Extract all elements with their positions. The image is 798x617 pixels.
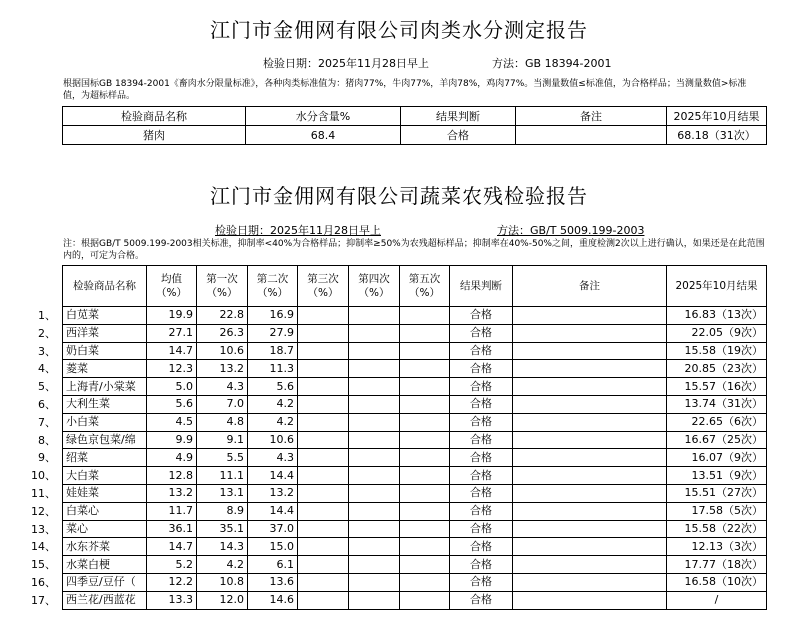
table-row xyxy=(63,449,767,467)
veg-avg-cell: 14.7 xyxy=(147,538,197,556)
meat-col-remark: 备注 xyxy=(516,107,667,126)
veg-test2-cell: 4.2 xyxy=(248,395,298,413)
veg-test3-cell xyxy=(298,431,349,449)
veg-result-cell: 合格 xyxy=(450,324,513,342)
veg-remark-cell xyxy=(513,467,667,485)
table-row xyxy=(63,538,767,556)
veg-name-cell: 大白菜 xyxy=(63,467,147,485)
veg-prev-cell: 17.58（5次） xyxy=(667,502,767,520)
veg-test3-cell xyxy=(298,591,349,609)
veg-name-cell: 娃娃菜 xyxy=(63,484,147,502)
veg-test5-cell xyxy=(400,307,450,325)
veg-test3-cell xyxy=(298,467,349,485)
veg-name-cell: 水东芥菜 xyxy=(63,538,147,556)
veg-remark-cell xyxy=(513,520,667,538)
row-index: 12、 xyxy=(31,504,56,518)
veg-col-remark: 备注 xyxy=(513,266,667,307)
meat-result-table xyxy=(62,106,767,145)
veg-remark-cell xyxy=(513,538,667,556)
veg-test1-cell: 4.8 xyxy=(197,413,248,431)
veg-result-cell: 合格 xyxy=(450,360,513,378)
veg-test2-cell: 4.2 xyxy=(248,413,298,431)
veg-test4-cell xyxy=(349,520,400,538)
meat-remark-cell xyxy=(516,126,667,145)
table-row xyxy=(63,431,767,449)
veg-avg-cell: 4.5 xyxy=(147,413,197,431)
veg-test3-cell xyxy=(298,413,349,431)
veg-name-cell: 大利生菜 xyxy=(63,395,147,413)
veg-test5-cell xyxy=(400,431,450,449)
veg-remark-cell xyxy=(513,413,667,431)
veg-test3-cell xyxy=(298,360,349,378)
veg-prev-cell: 16.58（10次） xyxy=(667,573,767,591)
veg-result-cell: 合格 xyxy=(450,573,513,591)
veg-test4-cell xyxy=(349,342,400,360)
veg-result-cell: 合格 xyxy=(450,431,513,449)
veg-test3-cell xyxy=(298,395,349,413)
meat-col-moisture: 水分含量% xyxy=(246,107,401,126)
veg-name-cell: 水菜白梗 xyxy=(63,556,147,574)
meat-table-header xyxy=(63,107,767,126)
veg-prev-cell: 22.05（9次） xyxy=(667,324,767,342)
veg-col-prev: 2025年10月结果 xyxy=(667,266,767,307)
meat-standard-note: 根据国标GB 18394-2001《畜肉水分限量标准》，各种肉类标准值为：猪肉77%，牛肉77%，羊肉78%，鸡肉77%。当测量数值≤标准值，为合格样品；当测量数值>标准值，为超标样品。 xyxy=(63,79,747,101)
row-index: 15、 xyxy=(31,558,56,572)
veg-test2-cell: 14.4 xyxy=(248,502,298,520)
veg-test3-cell xyxy=(298,307,349,325)
row-index: 6、 xyxy=(38,398,56,411)
veg-prev-cell: / xyxy=(667,591,767,609)
veg-test4-cell xyxy=(349,502,400,520)
veg-name-cell: 菱菜 xyxy=(63,360,147,378)
meat-col-result: 结果判断 xyxy=(401,107,516,126)
veg-remark-cell xyxy=(513,591,667,609)
veg-test2-cell: 14.6 xyxy=(248,591,298,609)
veg-prev-cell: 15.58（22次） xyxy=(667,520,767,538)
veg-test3-cell xyxy=(298,520,349,538)
meat-prev-cell: 68.18（31次） xyxy=(667,126,767,145)
veg-test4-cell xyxy=(349,573,400,591)
table-row xyxy=(63,324,767,342)
veg-remark-cell xyxy=(513,307,667,325)
table-row xyxy=(63,413,767,431)
meat-result-cell: 合格 xyxy=(401,126,516,145)
veg-test3-cell xyxy=(298,573,349,591)
veg-result-cell: 合格 xyxy=(450,484,513,502)
veg-result-cell: 合格 xyxy=(450,591,513,609)
veg-test1-cell: 5.5 xyxy=(197,449,248,467)
table-row xyxy=(63,556,767,574)
veg-test4-cell xyxy=(349,467,400,485)
veg-test4-cell xyxy=(349,591,400,609)
veg-test1-cell: 13.1 xyxy=(197,484,248,502)
row-index: 8、 xyxy=(38,433,56,447)
row-index: 13、 xyxy=(31,522,56,536)
veg-date-label: 检验日期： xyxy=(215,224,270,237)
veg-result-cell: 合格 xyxy=(450,378,513,396)
veg-prev-cell: 15.58（19次） xyxy=(667,342,767,360)
table-row xyxy=(63,342,767,360)
veg-test3-cell xyxy=(298,538,349,556)
table-row xyxy=(63,520,767,538)
veg-test1-cell: 12.0 xyxy=(197,591,248,609)
veg-result-cell: 合格 xyxy=(450,502,513,520)
meat-report-title: 江门市金佣网有限公司肉类水分测定报告 xyxy=(210,18,588,42)
veg-test2-cell: 10.6 xyxy=(248,431,298,449)
table-row xyxy=(63,126,767,145)
row-index: 1、 xyxy=(38,309,56,322)
veg-name-cell: 菜心 xyxy=(63,520,147,538)
veg-col-test5: 第五次（%） xyxy=(400,266,450,307)
row-index: 14、 xyxy=(31,540,56,554)
veg-test3-cell xyxy=(298,449,349,467)
veg-name-cell: 小白菜 xyxy=(63,413,147,431)
veg-test4-cell xyxy=(349,378,400,396)
veg-prev-cell: 12.13（3次） xyxy=(667,538,767,556)
veg-test5-cell xyxy=(400,484,450,502)
veg-prev-cell: 15.57（16次） xyxy=(667,378,767,396)
veg-test2-cell: 13.6 xyxy=(248,573,298,591)
veg-remark-cell xyxy=(513,449,667,467)
veg-test2-cell: 16.9 xyxy=(248,307,298,325)
veg-name-cell: 绿色京包菜/绵 xyxy=(63,431,147,449)
meat-method-value: GB 18394-2001 xyxy=(525,57,612,70)
veg-avg-cell: 12.8 xyxy=(147,467,197,485)
veg-result-cell: 合格 xyxy=(450,307,513,325)
veg-avg-cell: 12.2 xyxy=(147,573,197,591)
veg-col-avg: 均值（%） xyxy=(147,266,197,307)
veg-method-value: GB/T 5009.199-2003 xyxy=(530,224,645,237)
veg-name-cell: 绍菜 xyxy=(63,449,147,467)
meat-date-value: 2025年11月28日早上 xyxy=(318,57,429,70)
veg-test2-cell: 5.6 xyxy=(248,378,298,396)
veg-method-label: 方法： xyxy=(497,224,530,237)
veg-result-cell: 合格 xyxy=(450,520,513,538)
veg-test1-cell: 22.8 xyxy=(197,307,248,325)
veg-remark-cell xyxy=(513,556,667,574)
veg-remark-cell xyxy=(513,324,667,342)
row-index: 3、 xyxy=(38,344,56,358)
veg-prev-cell: 16.83（13次） xyxy=(667,307,767,325)
veg-avg-cell: 5.6 xyxy=(147,395,197,413)
veg-avg-cell: 5.0 xyxy=(147,378,197,396)
veg-result-cell: 合格 xyxy=(450,413,513,431)
veg-test3-cell xyxy=(298,324,349,342)
veg-test2-cell: 11.3 xyxy=(248,360,298,378)
table-row xyxy=(63,307,767,325)
veg-avg-cell: 13.2 xyxy=(147,484,197,502)
meat-name-cell: 猪肉 xyxy=(63,126,246,145)
veg-col-test1: 第一次（%） xyxy=(197,266,248,307)
veg-table-header xyxy=(63,266,767,307)
veg-prev-cell: 20.85（23次） xyxy=(667,360,767,378)
veg-test1-cell: 11.1 xyxy=(197,467,248,485)
row-index: 10、 xyxy=(31,469,56,483)
veg-test5-cell xyxy=(400,413,450,431)
veg-test1-cell: 26.3 xyxy=(197,324,248,342)
veg-test1-cell: 10.6 xyxy=(197,342,248,360)
meat-method-label: 方法： xyxy=(492,57,525,70)
veg-remark-cell xyxy=(513,395,667,413)
meat-col-name: 检验商品名称 xyxy=(63,107,246,126)
veg-test5-cell xyxy=(400,378,450,396)
table-row xyxy=(63,360,767,378)
row-index: 2、 xyxy=(38,326,56,340)
row-index: 4、 xyxy=(38,362,56,376)
veg-test3-cell xyxy=(298,378,349,396)
veg-test1-cell: 14.3 xyxy=(197,538,248,556)
veg-name-cell: 四季豆/豆仔（ xyxy=(63,573,147,591)
veg-result-cell: 合格 xyxy=(450,556,513,574)
veg-test4-cell xyxy=(349,395,400,413)
veg-test1-cell: 10.8 xyxy=(197,573,248,591)
table-row xyxy=(63,573,767,591)
veg-test5-cell xyxy=(400,324,450,342)
veg-avg-cell: 19.9 xyxy=(147,307,197,325)
veg-remark-cell xyxy=(513,360,667,378)
veg-test2-cell: 15.0 xyxy=(248,538,298,556)
veg-test3-cell xyxy=(298,342,349,360)
row-index: 17、 xyxy=(31,593,56,607)
meat-moisture-cell: 68.4 xyxy=(246,126,401,145)
veg-result-cell: 合格 xyxy=(450,449,513,467)
veg-prev-cell: 16.67（25次） xyxy=(667,431,767,449)
veg-test5-cell xyxy=(400,360,450,378)
veg-result-cell: 合格 xyxy=(450,467,513,485)
veg-result-cell: 合格 xyxy=(450,342,513,360)
veg-result-table xyxy=(62,265,767,610)
veg-name-cell: 白苋菜 xyxy=(63,307,147,325)
veg-test2-cell: 6.1 xyxy=(248,556,298,574)
row-index: 7、 xyxy=(38,415,56,429)
table-row xyxy=(63,378,767,396)
table-row xyxy=(63,502,767,520)
veg-test4-cell xyxy=(349,449,400,467)
table-row xyxy=(63,467,767,485)
veg-standard-note: 注：根据GB/T 5009.199-2003相关标准，抑制率<40%为合格样品；抑制率≥50%为农残超标样品；抑制率在40%-50%之间，重度检测2次以上进行确认，如果还是在此范围内的，可定为合格。 xyxy=(63,239,765,261)
veg-test1-cell: 4.3 xyxy=(197,378,248,396)
row-index: 5、 xyxy=(38,380,56,394)
veg-prev-cell: 17.77（18次） xyxy=(667,556,767,574)
veg-test1-cell: 13.2 xyxy=(197,360,248,378)
veg-test2-cell: 14.4 xyxy=(248,467,298,485)
veg-test5-cell xyxy=(400,342,450,360)
veg-test1-cell: 35.1 xyxy=(197,520,248,538)
meat-date-label: 检验日期： xyxy=(263,57,318,70)
veg-avg-cell: 13.3 xyxy=(147,591,197,609)
veg-test2-cell: 37.0 xyxy=(248,520,298,538)
veg-test4-cell xyxy=(349,307,400,325)
veg-avg-cell: 5.2 xyxy=(147,556,197,574)
veg-col-test2: 第二次（%） xyxy=(248,266,298,307)
veg-remark-cell xyxy=(513,484,667,502)
meat-test-method xyxy=(492,55,612,71)
veg-test1-cell: 9.1 xyxy=(197,431,248,449)
veg-prev-cell: 15.51（27次） xyxy=(667,484,767,502)
veg-avg-cell: 12.3 xyxy=(147,360,197,378)
veg-test-date xyxy=(215,222,445,238)
veg-test1-cell: 7.0 xyxy=(197,395,248,413)
veg-test1-cell: 4.2 xyxy=(197,556,248,574)
table-row xyxy=(63,395,767,413)
veg-test4-cell xyxy=(349,538,400,556)
veg-test-method xyxy=(497,222,644,238)
veg-test5-cell xyxy=(400,395,450,413)
veg-remark-cell xyxy=(513,502,667,520)
veg-col-name: 检验商品名称 xyxy=(63,266,147,307)
veg-test4-cell xyxy=(349,484,400,502)
veg-test5-cell xyxy=(400,449,450,467)
veg-test1-cell: 8.9 xyxy=(197,502,248,520)
veg-test5-cell xyxy=(400,520,450,538)
veg-col-test3: 第三次（%） xyxy=(298,266,349,307)
veg-avg-cell: 4.9 xyxy=(147,449,197,467)
veg-test3-cell xyxy=(298,502,349,520)
veg-test3-cell xyxy=(298,484,349,502)
veg-test3-cell xyxy=(298,556,349,574)
veg-prev-cell: 16.07（9次） xyxy=(667,449,767,467)
veg-name-cell: 上海青/小棠菜 xyxy=(63,378,147,396)
veg-test2-cell: 4.3 xyxy=(248,449,298,467)
veg-avg-cell: 14.7 xyxy=(147,342,197,360)
veg-report-title: 江门市金佣网有限公司蔬菜农残检验报告 xyxy=(210,184,588,208)
veg-test2-cell: 18.7 xyxy=(248,342,298,360)
veg-test4-cell xyxy=(349,556,400,574)
veg-name-cell: 白菜心 xyxy=(63,502,147,520)
veg-test5-cell xyxy=(400,591,450,609)
veg-name-cell: 西兰花/西蓝花 xyxy=(63,591,147,609)
veg-test4-cell xyxy=(349,360,400,378)
meat-test-date xyxy=(263,55,429,71)
veg-col-test4: 第四次（%） xyxy=(349,266,400,307)
veg-test2-cell: 13.2 xyxy=(248,484,298,502)
veg-name-cell: 奶白菜 xyxy=(63,342,147,360)
row-index: 16、 xyxy=(31,576,56,589)
veg-remark-cell xyxy=(513,573,667,591)
veg-result-cell: 合格 xyxy=(450,395,513,413)
veg-remark-cell xyxy=(513,378,667,396)
veg-test4-cell xyxy=(349,413,400,431)
table-row xyxy=(63,591,767,609)
veg-result-cell: 合格 xyxy=(450,538,513,556)
veg-test5-cell xyxy=(400,556,450,574)
veg-test2-cell: 27.9 xyxy=(248,324,298,342)
veg-avg-cell: 11.7 xyxy=(147,502,197,520)
veg-remark-cell xyxy=(513,342,667,360)
veg-test4-cell xyxy=(349,324,400,342)
veg-prev-cell: 22.65（6次） xyxy=(667,413,767,431)
veg-remark-cell xyxy=(513,431,667,449)
veg-test5-cell xyxy=(400,538,450,556)
veg-test5-cell xyxy=(400,573,450,591)
veg-col-result: 结果判断 xyxy=(450,266,513,307)
veg-prev-cell: 13.74（31次） xyxy=(667,395,767,413)
veg-avg-cell: 9.9 xyxy=(147,431,197,449)
row-index: 11、 xyxy=(31,487,56,500)
row-index: 9、 xyxy=(38,451,56,465)
veg-prev-cell: 13.51（9次） xyxy=(667,467,767,485)
meat-col-prev: 2025年10月结果 xyxy=(667,107,767,126)
veg-test4-cell xyxy=(349,431,400,449)
veg-avg-cell: 27.1 xyxy=(147,324,197,342)
table-row xyxy=(63,484,767,502)
veg-test5-cell xyxy=(400,467,450,485)
veg-name-cell: 西洋菜 xyxy=(63,324,147,342)
veg-avg-cell: 36.1 xyxy=(147,520,197,538)
veg-date-value: 2025年11月28日早上 xyxy=(270,224,381,237)
veg-test5-cell xyxy=(400,502,450,520)
